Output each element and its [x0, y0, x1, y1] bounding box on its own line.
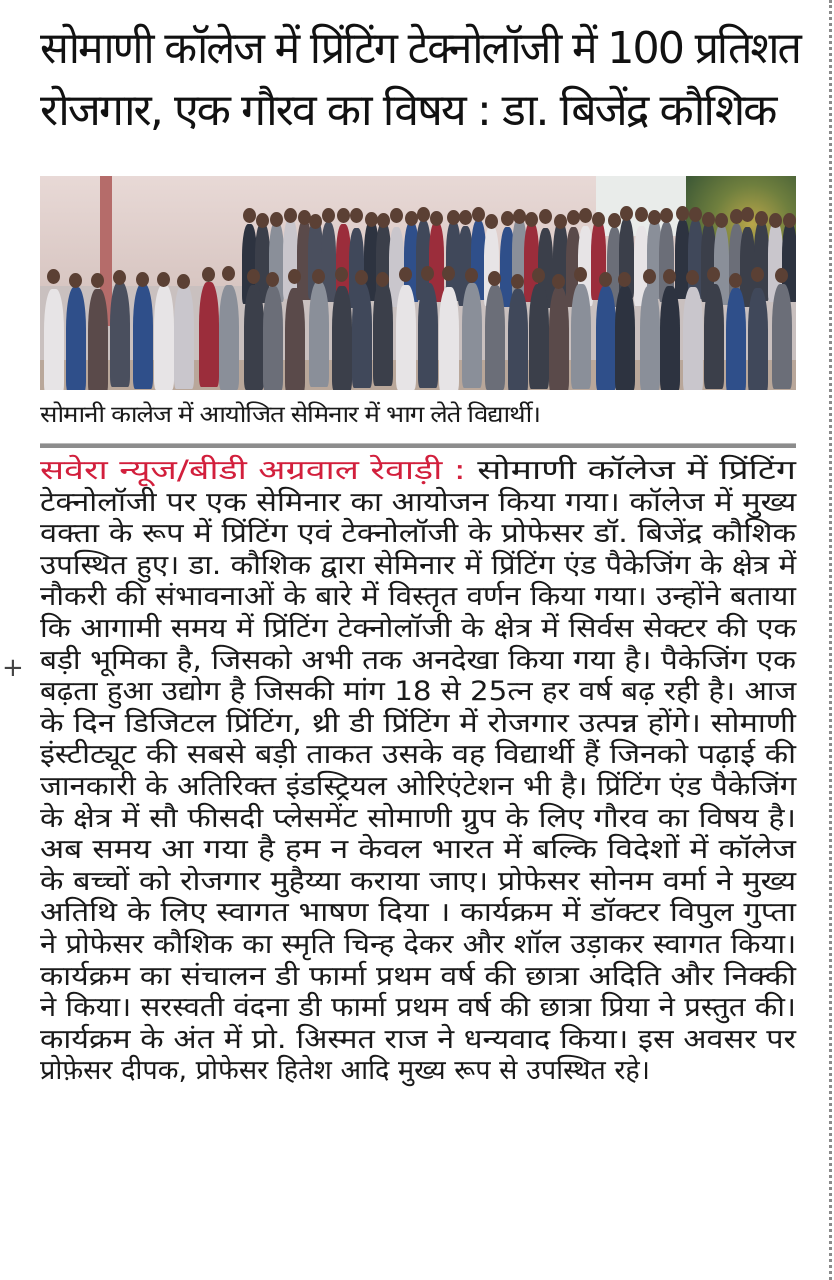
- article-line: बड़ी भूमिका है, जिसको अभी तक अनदेखा किया गया है। पैकेजिंग एक: [40, 644, 796, 676]
- article-line: अब समय आ गया है हम न केवल भारत में बल्कि विदेशों में कॉलेज: [40, 834, 796, 866]
- headline-line-1: सोमाणी कॉलेज में प्रिंटिंग टेक्नोलॉजी में 100 प्रतिशत: [40, 23, 800, 74]
- article-line-first: [40, 455, 796, 487]
- article-line: उपस्थित हुए। डा. कौशिक द्वारा सेमिनार में प्रिंटिंग एंड पैकेजिंग के क्षेत्र में: [40, 549, 797, 581]
- headline-line-2: रोजगार, एक गौरव का विषय : डा. बिजेंद्र कौशिक: [40, 85, 776, 136]
- page-dotted-edge: [829, 0, 832, 1280]
- article-line: कि आगामी समय में प्रिंटिंग टेक्नोलॉजी के क्षेत्र में सिर्वस सेक्टर की एक: [40, 612, 797, 644]
- article-line: के क्षेत्र में सौ फीसदी प्लेसमेंट सोमाणी ग्रुप के लिए गौरव का विषय है।: [40, 802, 796, 834]
- article-line: टेक्नोलॉजी पर एक सेमिनार का आयोजन किया गया। कॉलेज में मुख्य: [40, 486, 797, 518]
- registration-mark-icon: +: [2, 653, 24, 683]
- article-line: प्रोफ़ेसर दीपक, प्रोफेसर हितेश आदि मुख्य रूप से उपस्थित रहे।: [40, 1055, 650, 1087]
- headline: [40, 18, 800, 142]
- group-photo: [40, 176, 796, 390]
- photo-crowd: [40, 176, 796, 390]
- article-line: वक्ता के रूप में प्रिंटिंग एवं टेक्नोलॉजी के प्रोफेसर डॉ. बिजेंद्र कौशिक: [40, 518, 797, 550]
- article-line: नौकरी की संभावनाओं के बारे में विस्तृत वर्णन किया गया। उन्होंने बताया: [40, 581, 796, 613]
- article-line: जानकारी के अतिरिक्त इंडस्ट्रियल ओरिएंटेशन भी है। प्रिंटिंग एंड पैकेजिंग: [40, 770, 797, 802]
- section-divider: [40, 443, 796, 448]
- article-line: अतिथि के लिए स्वागत भाषण दिया । कार्यक्रम में डॉक्टर विपुल गुप्ता: [40, 897, 796, 929]
- article-line: ने प्रोफेसर कौशिक का स्मृति चिन्ह देकर और शॉल उड़ाकर स्वागत किया।: [40, 928, 797, 960]
- article-line: के बच्चों को रोजगार मुहैय्या कराया जाए। प्रोफेसर सोनम वर्मा ने मुख्य: [40, 865, 797, 897]
- article-line: इंस्टीट्यूट की सबसे बड़ी ताकत उसके वह विद्यार्थी हैं जिनको पढ़ाई की: [40, 739, 796, 771]
- article-body: [40, 455, 796, 1087]
- article-line-text: सोमाणी कॉलेज में प्रिंटिंग: [465, 455, 796, 486]
- photo-caption: सोमानी कालेज में आयोजित सेमिनार में भाग लेते विद्यार्थी।: [40, 402, 540, 428]
- article-line: कार्यक्रम का संचालन डी फार्मा प्रथम वर्ष की छात्रा अदिति और निक्की: [40, 960, 796, 992]
- article-line: के दिन डिजिटल प्रिंटिंग, थ्री डी प्रिंटिंग में रोजगार उत्पन्न होंगे। सोमाणी: [40, 707, 796, 739]
- article-line: बढ़ता हुआ उद्योग है जिसकी मांग 18 से 25त्न हर वर्ष बढ़ रही है। आज: [40, 676, 797, 708]
- article-line: कार्यक्रम के अंत में प्रो. अिस्मत राज ने धन्यवाद किया। इस अवसर पर: [40, 1023, 796, 1055]
- article-line: ने किया। सरस्वती वंदना डी फार्मा प्रथम वर्ष की छात्रा प्रिया ने प्रस्तुत की।: [40, 992, 796, 1024]
- dateline: सवेरा न्यूज/बीडी अग्रवाल रेवाड़ी :: [40, 455, 466, 486]
